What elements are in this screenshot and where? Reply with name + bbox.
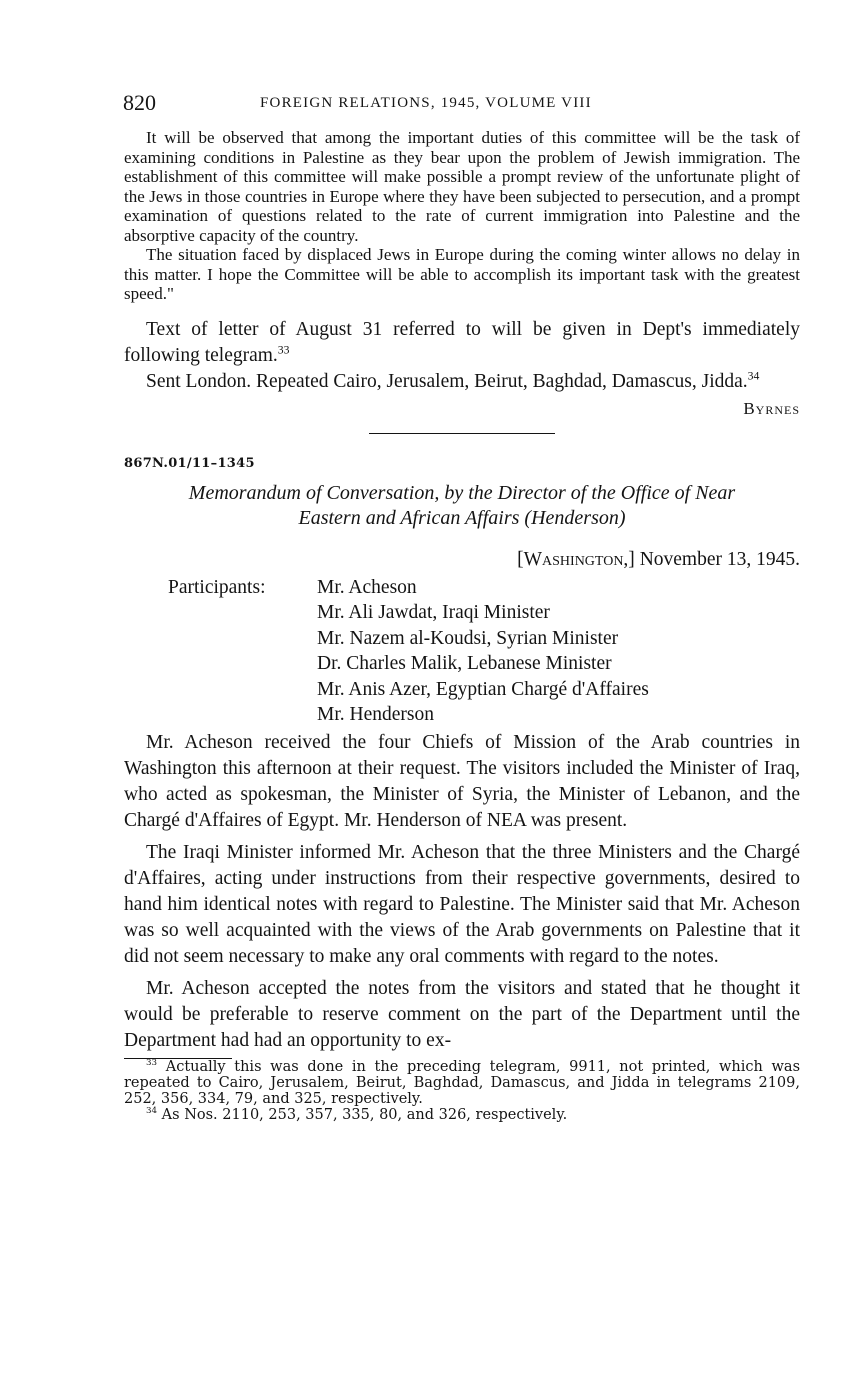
- memo-title-line: Eastern and African Affairs (Henderson): [298, 506, 626, 529]
- memo-paragraph: Mr. Acheson received the four Chiefs of Mission of the Arab countries in Washington this afternoon at their request. The visitors included the Minister of Iraq, who acted as spokesman, the Minister of Syria, the Minister of Lebanon, and the Chargé d'Affaires of Egypt. Mr. Henderson of NEA was present.: [124, 731, 800, 831]
- participants-label: Participants:: [168, 576, 266, 598]
- memo-paragraph: Mr. Acheson accepted the notes from the visitors and stated that he thought it would be preferable to reserve comment on the part of the Department until the Department had had an opportunity to ex-: [124, 977, 800, 1051]
- running-head: FOREIGN RELATIONS, 1945, VOLUME VIII: [260, 95, 592, 111]
- memo-title-line: Memorandum of Conversation, by the Director of the Office of Near: [188, 481, 736, 504]
- footnote: $^{33}$ Actually this was done in the preceding telegram, 9911, not printed, which was repeated to Cairo, Jerusalem, Beirut, Baghdad, Damascus, and Jidda in telegrams 2109, 252, 356, 334, 79, and 325, respectively.: [124, 1057, 801, 1107]
- dateline-date: November 13, 1945.: [639, 548, 800, 570]
- file-number: 867N.01/11–1345: [124, 455, 255, 471]
- sent-paragraph: Sent London. Repeated Cairo, Jerusalem, Beirut, Baghdad, Damascus, Jidda.$^{34}$: [146, 369, 760, 392]
- memo-body: [124, 730, 800, 1054]
- participant: Dr. Charles Malik, Lebanese Minister: [317, 653, 612, 674]
- document-page: [124, 90, 800, 1123]
- footnote-mark: 33: [146, 1057, 158, 1068]
- participant: Mr. Ali Jawdat, Iraqi Minister: [317, 602, 550, 623]
- participant: Mr. Henderson: [317, 704, 434, 725]
- memo-title: [124, 481, 800, 531]
- telegram-close: [124, 317, 800, 395]
- footnote-ref: 34: [747, 369, 760, 382]
- dateline-place: [Washington,]: [517, 548, 635, 570]
- participant: Mr. Nazem al-Koudsi, Syrian Minister: [317, 627, 619, 649]
- footnote-ref: 33: [277, 343, 290, 356]
- participant: Mr. Anis Azer, Egyptian Chargé d'Affaires: [317, 678, 649, 700]
- signature: Byrnes: [743, 398, 800, 418]
- quoted-paragraph: It will be observed that among the important duties of this committee will be the task of examining conditions in Palestine as they bear upon the problem of Jewish immigration. The establishment of this committee will make possible a prompt review of the unfortunate plight of the Jews in those countries in Europe where they have been subjected to persecution, and a prompt examination of questions related to the rate of current immigration into Palestine and the absorptive capacity of the country.: [124, 128, 800, 245]
- footnotes: [124, 1059, 800, 1123]
- participants-list: [124, 575, 800, 728]
- section-divider: [369, 433, 555, 434]
- quoted-letter: [124, 128, 800, 304]
- page-number: 820: [123, 90, 156, 115]
- participant: Mr. Acheson: [317, 576, 417, 598]
- footnote-mark: 34: [146, 1105, 158, 1116]
- quoted-paragraph: The situation faced by displaced Jews in Europe during the coming winter allows no delay in this matter. I hope the Committee will be able to accomplish its important task with the greatest speed.": [124, 245, 800, 303]
- text-letter-paragraph: Text of letter of August 31 referred to will be given in Dept's immediately following telegram.$^{33}$: [124, 318, 800, 366]
- dateline: [124, 549, 800, 571]
- memo-paragraph: The Iraqi Minister informed Mr. Acheson that the three Ministers and the Chargé d'Affaires, acting under instructions from their respective governments, desired to hand him identical notes with regard to Palestine. The Minister said that Mr. Acheson was so well acquainted with the views of the Arab governments on Palestine that it did not seem necessary to make any oral comments with regard to the notes.: [124, 841, 800, 967]
- footnote: $^{34}$ As Nos. 2110, 253, 357, 335, 80, and 326, respectively.: [146, 1105, 568, 1123]
- page-header: [124, 90, 800, 120]
